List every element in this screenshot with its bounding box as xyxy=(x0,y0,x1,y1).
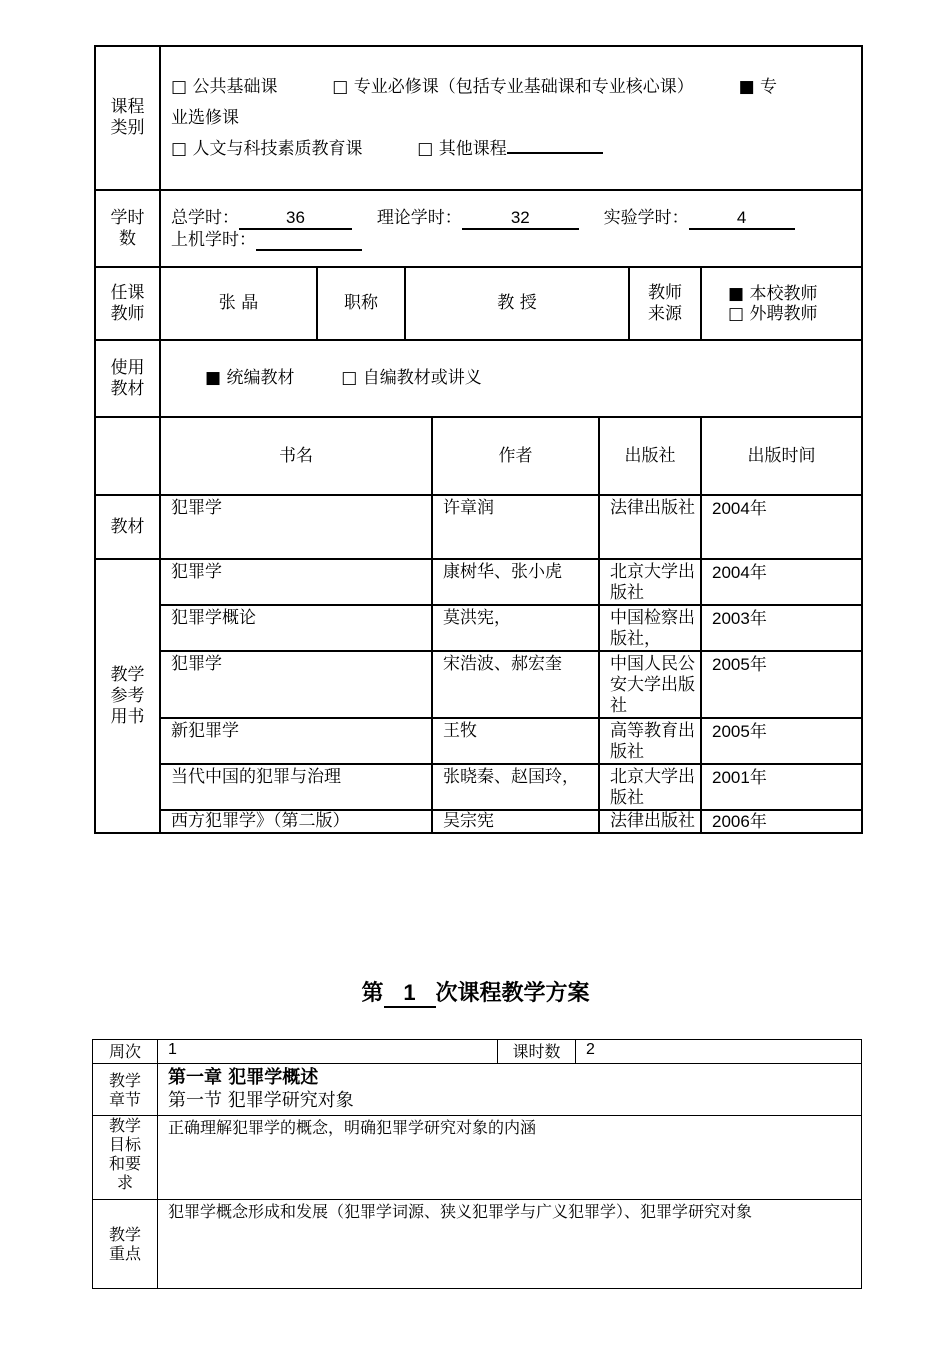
reference-year: 2001年 xyxy=(701,764,862,810)
reference-author: 吴宗宪 xyxy=(432,810,599,833)
checkbox-source-inhouse[interactable]: ■ 本校教师 xyxy=(728,283,818,304)
textbook-name: 犯罪学 xyxy=(160,495,432,559)
book-header-year: 出版时间 xyxy=(701,417,862,495)
checkbox-source-external[interactable]: □ 外聘教师 xyxy=(728,303,818,324)
lesson-hours-label: 课时数 xyxy=(498,1040,576,1064)
textbook-type-label: 使用教材 xyxy=(110,357,145,399)
title-value-cell xyxy=(405,267,629,340)
teacher-name-cell xyxy=(160,267,317,340)
lab-hours-value[interactable]: 4 xyxy=(689,207,795,230)
lesson-number: 1 xyxy=(384,980,436,1008)
reference-publisher: 北京大学出版社 xyxy=(599,764,701,810)
chapter-cell xyxy=(158,1064,862,1116)
book-header-author: 作者 xyxy=(432,417,599,495)
checkbox-public-basic[interactable]: □ 公共基础课 xyxy=(171,76,278,97)
reference-author: 康树华、张小虎 xyxy=(432,559,599,605)
key-text: 犯罪学概念形成和发展（犯罪学词源、狭义犯罪学与广义犯罪学）、犯罪学研究对象 xyxy=(158,1200,862,1289)
teacher-label: 任课教师 xyxy=(110,282,145,324)
lesson-plan-title xyxy=(0,976,951,1008)
textbook-year: 2004年 xyxy=(701,495,862,559)
theory-hours-value[interactable]: 32 xyxy=(462,207,579,230)
reference-name: 新犯罪学 xyxy=(160,718,432,764)
week-value: 1 xyxy=(158,1040,498,1064)
source-label-cell xyxy=(629,267,701,340)
reference-year: 2005年 xyxy=(701,718,862,764)
textbook-label: 教材 xyxy=(110,516,145,537)
theory-hours-label: 理论学时： xyxy=(376,207,462,228)
reference-year: 2004年 xyxy=(701,559,862,605)
total-hours-value[interactable]: 36 xyxy=(239,207,352,230)
title-prefix: 第 xyxy=(361,981,384,1006)
other-course-blank[interactable] xyxy=(507,152,603,154)
reference-author: 王牧 xyxy=(432,718,599,764)
book-header-name: 书名 xyxy=(160,417,432,495)
title-label-cell xyxy=(317,267,405,340)
title-suffix: 次课程教学方案 xyxy=(435,981,590,1006)
source-options-cell xyxy=(701,267,862,340)
teacher-label-cell xyxy=(95,267,160,340)
goal-label-cell xyxy=(93,1116,158,1200)
major-elective-continued: 业选修课 xyxy=(171,107,239,128)
hours-label-cell xyxy=(95,190,160,267)
reference-publisher: 法律出版社 xyxy=(599,810,701,833)
reference-year: 2006年 xyxy=(701,810,862,833)
course-info-table xyxy=(94,45,863,834)
chapter-label: 教学章节 xyxy=(108,1070,141,1109)
book-header-publisher: 出版社 xyxy=(599,417,701,495)
reference-year: 2003年 xyxy=(701,605,862,651)
computer-hours-value[interactable] xyxy=(256,233,362,251)
week-label: 周次 xyxy=(93,1040,158,1064)
category-label-cell xyxy=(95,46,160,190)
checkbox-humanities[interactable]: □ 人文与科技素质教育课 xyxy=(171,138,363,159)
goal-label: 教学目标和要求 xyxy=(108,1116,141,1192)
checkbox-major-elective[interactable]: ■ 专 xyxy=(738,76,778,97)
lesson-plan-table xyxy=(92,1039,862,1289)
checkbox-unified-textbook[interactable]: ■ 统编教材 xyxy=(205,368,295,388)
reference-year: 2005年 xyxy=(701,651,862,718)
reference-publisher: 中国检察出版社， xyxy=(599,605,701,651)
teacher-name: 张 晶 xyxy=(218,293,259,313)
title-label: 职称 xyxy=(344,293,378,313)
textbook-publisher: 法律出版社 xyxy=(599,495,701,559)
total-hours-label: 总学时： xyxy=(171,207,239,228)
chapter-label-cell xyxy=(93,1064,158,1116)
reference-publisher: 北京大学出版社 xyxy=(599,559,701,605)
reference-name: 西方犯罪学》（第二版） xyxy=(160,810,432,833)
source-label: 教师来源 xyxy=(648,282,682,324)
book-header-empty xyxy=(95,417,160,495)
reference-author: 张晓秦、赵国玲， xyxy=(432,764,599,810)
checkbox-other[interactable]: □ 其他课程 xyxy=(417,138,507,159)
checkbox-major-required[interactable]: □ 专业必修课（包括专业基础课和专业核心课） xyxy=(332,76,694,97)
reference-author: 宋浩波、郝宏奎 xyxy=(432,651,599,718)
textbook-type-cell xyxy=(160,340,862,417)
reference-publisher: 中国人民公安大学出版社 xyxy=(599,651,701,718)
title-value: 教 授 xyxy=(497,293,537,313)
chapter-title: 第一章 犯罪学概述 xyxy=(168,1067,319,1088)
category-label: 课程类别 xyxy=(110,97,145,138)
key-label-cell xyxy=(93,1200,158,1289)
key-label: 教学重点 xyxy=(108,1225,141,1263)
reference-author: 莫洪宪， xyxy=(432,605,599,651)
hours-label: 学时数 xyxy=(110,207,145,249)
textbook-type-label-cell xyxy=(95,340,160,417)
reference-name: 当代中国的犯罪与治理 xyxy=(160,764,432,810)
textbook-label-cell xyxy=(95,495,160,559)
computer-hours-label: 上机学时： xyxy=(171,229,256,250)
checkbox-self-compiled[interactable]: □ 自编教材或讲义 xyxy=(341,368,482,388)
reference-name: 犯罪学概论 xyxy=(160,605,432,651)
reference-label-cell xyxy=(95,559,160,833)
lesson-hours-value: 2 xyxy=(576,1040,862,1064)
textbook-author: 许章润 xyxy=(432,495,599,559)
reference-publisher: 高等教育出版社 xyxy=(599,718,701,764)
goal-text: 正确理解犯罪学的概念，明确犯罪学研究对象的内涵 xyxy=(158,1116,862,1200)
hours-cell xyxy=(160,190,862,267)
section-title: 第一节 犯罪学研究对象 xyxy=(168,1090,354,1111)
reference-name: 犯罪学 xyxy=(160,651,432,718)
reference-name: 犯罪学 xyxy=(160,559,432,605)
reference-label: 教学参考用书 xyxy=(110,664,145,727)
lab-hours-label: 实验学时： xyxy=(603,207,689,228)
category-options-cell xyxy=(160,46,862,190)
